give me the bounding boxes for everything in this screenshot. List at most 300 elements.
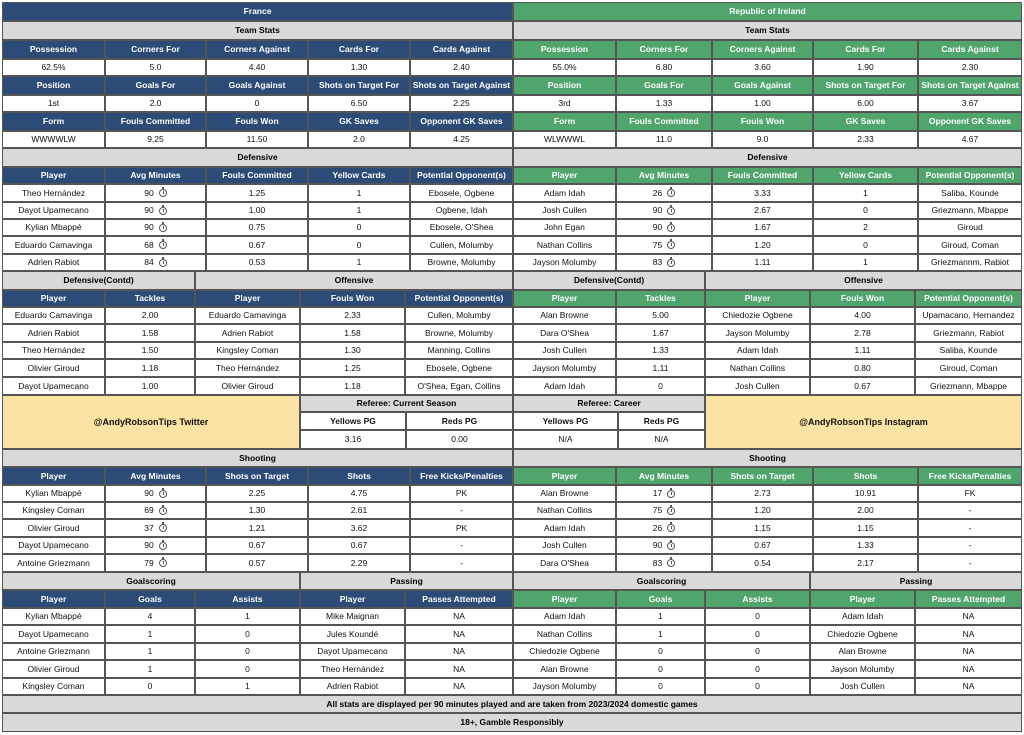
offensive-value: 0.80 bbox=[810, 359, 915, 377]
referee-season-title: Referee: Current Season bbox=[300, 395, 513, 412]
team-stat-header: Fouls Committed bbox=[616, 112, 712, 131]
defensive-value: 0 bbox=[813, 202, 918, 219]
shooting-value: 0.54 bbox=[712, 554, 813, 572]
avg-minutes-value: 75 bbox=[652, 239, 663, 250]
avg-minutes-value: 75 bbox=[652, 505, 663, 516]
defensive-value: 0 bbox=[308, 219, 410, 236]
passing-header: Player bbox=[300, 590, 405, 608]
offensive-header: Potential Opponent(s) bbox=[915, 290, 1022, 307]
shooting-value: 1.21 bbox=[206, 519, 308, 537]
player-name: Kylian Mbappé bbox=[2, 219, 105, 236]
defensive-value: Ebosele, O'Shea bbox=[410, 219, 513, 236]
referee-header: Reds PG bbox=[406, 412, 513, 430]
referee-header: Yellows PG bbox=[300, 412, 406, 430]
avg-minutes-cell bbox=[616, 236, 712, 254]
team-stat-value: 2.33 bbox=[813, 131, 918, 148]
shooting-value: 2.73 bbox=[712, 485, 813, 502]
tackles-value: 1.58 bbox=[105, 324, 195, 342]
offensive-value: 4.00 bbox=[810, 307, 915, 324]
offensive-value: 1.30 bbox=[300, 342, 405, 359]
defensive-header: Player bbox=[513, 167, 616, 184]
shooting-value: 1.20 bbox=[712, 502, 813, 519]
shooting-header: Shots on Target bbox=[206, 467, 308, 485]
avg-minutes-cell bbox=[105, 184, 206, 202]
player-name: Jules Koundé bbox=[300, 625, 405, 643]
team-stat-value: WWWWLW bbox=[2, 131, 105, 148]
defensive-header: Player bbox=[2, 167, 105, 184]
avg-minutes-cell bbox=[616, 219, 712, 236]
goalscoring-value: 1 bbox=[195, 608, 300, 625]
player-name: Jayson Molumby bbox=[513, 678, 616, 695]
player-name: Alan Browne bbox=[810, 643, 915, 660]
defensive-value: 1 bbox=[308, 254, 410, 271]
defensive-value: Ebosele, Ogbene bbox=[410, 184, 513, 202]
player-name: Theo Hernández bbox=[2, 342, 105, 359]
referee-value: 3.16 bbox=[300, 430, 406, 449]
team-stat-value: 1.00 bbox=[712, 95, 813, 112]
team-stat-value: 2.0 bbox=[105, 95, 206, 112]
avg-minutes-cell bbox=[616, 537, 712, 554]
team-stat-value: 3rd bbox=[513, 95, 616, 112]
team-stat-value: 6.80 bbox=[616, 59, 712, 76]
shooting-value: 3.62 bbox=[308, 519, 410, 537]
team-stat-header: Corners For bbox=[616, 40, 712, 59]
shooting-value: 1.15 bbox=[813, 519, 918, 537]
player-name: Jayson Molumby bbox=[513, 359, 616, 377]
team-stat-value: 2.25 bbox=[410, 95, 513, 112]
offensive-value: Griezmann, Rabiot bbox=[915, 324, 1022, 342]
avg-minutes-value: 79 bbox=[144, 557, 154, 568]
goalscoring-value: 1 bbox=[616, 625, 705, 643]
team-stat-header: Shots on Target For bbox=[813, 76, 918, 95]
player-name: Adrien Rabiot bbox=[2, 254, 105, 271]
shooting-value: - bbox=[410, 554, 513, 572]
player-name: Adam Idah bbox=[705, 342, 810, 359]
shooting-value: 2.25 bbox=[206, 485, 308, 502]
shooting-header: Shots on Target bbox=[712, 467, 813, 485]
offensive-value: Upamacano, Hernandez bbox=[915, 307, 1022, 324]
twitter-handle[interactable]: @AndyRobsonTips Twitter bbox=[2, 395, 300, 449]
passing-value: NA bbox=[405, 625, 513, 643]
team-stat-value: 4.40 bbox=[206, 59, 308, 76]
offensive-value: 0.67 bbox=[810, 377, 915, 395]
shooting-value: 2.17 bbox=[813, 554, 918, 572]
goalscoring-header: Goals bbox=[105, 590, 195, 608]
stopwatch-icon bbox=[667, 524, 675, 532]
player-name: Adrien Rabiot bbox=[300, 678, 405, 695]
offensive-value: 1.25 bbox=[300, 359, 405, 377]
stopwatch-icon bbox=[667, 224, 675, 232]
stopwatch-icon bbox=[159, 559, 167, 567]
player-name: Eduardo Camavinga bbox=[195, 307, 300, 324]
goalscoring-header: Player bbox=[513, 590, 616, 608]
player-name: Adrien Rabiot bbox=[2, 324, 105, 342]
avg-minutes-value: 90 bbox=[144, 488, 154, 499]
goalscoring-value: 0 bbox=[616, 643, 705, 660]
offensive-value: Cullen, Molumby bbox=[405, 307, 513, 324]
avg-minutes-cell bbox=[105, 502, 206, 519]
goalscoring-value: 0 bbox=[705, 678, 810, 695]
passing-title: Passing bbox=[300, 572, 513, 590]
avg-minutes-value: 83 bbox=[652, 257, 663, 268]
team-stat-value: 9.0 bbox=[712, 131, 813, 148]
goalscoring-value: 0 bbox=[105, 678, 195, 695]
team-stat-header: Fouls Committed bbox=[105, 112, 206, 131]
goalscoring-header: Assists bbox=[705, 590, 810, 608]
team-stat-header: Opponent GK Saves bbox=[918, 112, 1022, 131]
player-name: Nathan Collins bbox=[513, 625, 616, 643]
team-name-header: Republic of Ireland bbox=[513, 2, 1022, 21]
team-stat-header: Cards For bbox=[308, 40, 410, 59]
player-name: Chiedozie Ogbene bbox=[705, 307, 810, 324]
defensive-value: 1 bbox=[308, 202, 410, 219]
offensive-header: Fouls Won bbox=[810, 290, 915, 307]
shooting-value: 1.33 bbox=[813, 537, 918, 554]
shooting-value: 4.75 bbox=[308, 485, 410, 502]
offensive-value: 2.78 bbox=[810, 324, 915, 342]
defensive-value: 1.67 bbox=[712, 219, 813, 236]
defensive-value: 0.53 bbox=[206, 254, 308, 271]
team-stat-value: 3.67 bbox=[918, 95, 1022, 112]
defensive-value: Cullen, Molumby bbox=[410, 236, 513, 254]
team-stat-value: 1.90 bbox=[813, 59, 918, 76]
stopwatch-icon bbox=[159, 507, 167, 515]
player-name: Eduardo Camavinga bbox=[2, 307, 105, 324]
avg-minutes-cell bbox=[105, 254, 206, 271]
player-name: Adam Idah bbox=[513, 377, 616, 395]
stopwatch-icon bbox=[159, 524, 167, 532]
team-stat-value: 62.5% bbox=[2, 59, 105, 76]
team-stats-title: Team Stats bbox=[513, 21, 1022, 40]
goalscoring-value: 4 bbox=[105, 608, 195, 625]
team-stat-value: 2.0 bbox=[308, 131, 410, 148]
offensive-value: 1.58 bbox=[300, 324, 405, 342]
player-name: Josh Cullen bbox=[513, 202, 616, 219]
tackles-header: Player bbox=[2, 290, 105, 307]
shooting-value: - bbox=[410, 502, 513, 519]
goalscoring-title: Goalscoring bbox=[513, 572, 810, 590]
shooting-header: Shots bbox=[813, 467, 918, 485]
tackles-value: 2.00 bbox=[105, 307, 195, 324]
team-stat-header: Fouls Won bbox=[206, 112, 308, 131]
player-name: Olivier Giroud bbox=[195, 377, 300, 395]
shooting-header: Shots bbox=[308, 467, 410, 485]
goalscoring-header: Assists bbox=[195, 590, 300, 608]
shooting-value: FK bbox=[918, 485, 1022, 502]
team-stat-value: 11.0 bbox=[616, 131, 712, 148]
avg-minutes-cell bbox=[105, 554, 206, 572]
defensive-value: Griezmannm, Rabiot bbox=[918, 254, 1022, 271]
avg-minutes-value: 37 bbox=[144, 522, 154, 533]
defensive-header: Fouls Committed bbox=[712, 167, 813, 184]
team-stat-value: 3.60 bbox=[712, 59, 813, 76]
passing-value: NA bbox=[405, 643, 513, 660]
shooting-value: 0.67 bbox=[712, 537, 813, 554]
shooting-value: 1.15 bbox=[712, 519, 813, 537]
offensive-title: Offensive bbox=[195, 271, 513, 290]
player-name: Jayson Molumby bbox=[705, 324, 810, 342]
team-stat-value: 4.67 bbox=[918, 131, 1022, 148]
defensive-value: Giroud bbox=[918, 219, 1022, 236]
shooting-value: - bbox=[918, 537, 1022, 554]
defensive-header: Avg Minutes bbox=[105, 167, 206, 184]
team-stat-header: Position bbox=[513, 76, 616, 95]
goalscoring-value: 0 bbox=[616, 678, 705, 695]
avg-minutes-cell bbox=[616, 554, 712, 572]
defensive-value: 1.11 bbox=[712, 254, 813, 271]
defensive-value: 2 bbox=[813, 219, 918, 236]
team-stat-header: Corners Against bbox=[206, 40, 308, 59]
goalscoring-value: 0 bbox=[705, 608, 810, 625]
shooting-value: 0.57 bbox=[206, 554, 308, 572]
shooting-value: 2.29 bbox=[308, 554, 410, 572]
stopwatch-icon bbox=[159, 241, 167, 249]
player-name: Olivier Giroud bbox=[2, 519, 105, 537]
stopwatch-icon bbox=[667, 207, 675, 215]
player-name: Olivier Giroud bbox=[2, 660, 105, 678]
defensive-value: Giroud, Coman bbox=[918, 236, 1022, 254]
avg-minutes-value: 90 bbox=[652, 222, 663, 233]
offensive-value: Saliba, Kounde bbox=[915, 342, 1022, 359]
avg-minutes-value: 90 bbox=[652, 205, 663, 216]
shooting-value: 1.30 bbox=[206, 502, 308, 519]
player-name: Dayot Upamecano bbox=[2, 377, 105, 395]
goalscoring-value: 0 bbox=[705, 643, 810, 660]
shooting-header: Player bbox=[513, 467, 616, 485]
player-name: Josh Cullen bbox=[810, 678, 915, 695]
tackles-value: 1.18 bbox=[105, 359, 195, 377]
avg-minutes-value: 90 bbox=[144, 187, 154, 198]
shooting-value: 0.67 bbox=[206, 537, 308, 554]
team-stat-header: Form bbox=[2, 112, 105, 131]
defensive-header: Potential Opponent(s) bbox=[410, 167, 513, 184]
goalscoring-value: 0 bbox=[195, 643, 300, 660]
stopwatch-icon bbox=[159, 189, 167, 197]
instagram-handle[interactable]: @AndyRobsonTips Instagram bbox=[705, 395, 1022, 449]
shooting-title: Shooting bbox=[2, 449, 513, 467]
team-stat-value: 2.30 bbox=[918, 59, 1022, 76]
goalscoring-value: 1 bbox=[105, 660, 195, 678]
tackles-value: 1.33 bbox=[616, 342, 705, 359]
tackles-header: Player bbox=[513, 290, 616, 307]
defensive-value: 1 bbox=[308, 184, 410, 202]
player-name: Theo Hernández bbox=[300, 660, 405, 678]
player-name: Dayot Upamecano bbox=[300, 643, 405, 660]
team-stat-header: Goals Against bbox=[712, 76, 813, 95]
stopwatch-icon bbox=[159, 224, 167, 232]
team-stat-header: Possession bbox=[513, 40, 616, 59]
passing-title: Passing bbox=[810, 572, 1022, 590]
avg-minutes-cell bbox=[105, 236, 206, 254]
avg-minutes-cell bbox=[616, 485, 712, 502]
passing-header: Passes Attempted bbox=[405, 590, 513, 608]
offensive-value: Giroud, Coman bbox=[915, 359, 1022, 377]
passing-value: NA bbox=[915, 608, 1022, 625]
goalscoring-value: 1 bbox=[105, 625, 195, 643]
goalscoring-value: 1 bbox=[195, 678, 300, 695]
player-name: Adam Idah bbox=[513, 519, 616, 537]
team-stats-title: Team Stats bbox=[2, 21, 513, 40]
defensive-value: 1 bbox=[813, 184, 918, 202]
goalscoring-value: 0 bbox=[705, 660, 810, 678]
tackles-value: 5.00 bbox=[616, 307, 705, 324]
shooting-title: Shooting bbox=[513, 449, 1022, 467]
team-stat-value: 55.0% bbox=[513, 59, 616, 76]
goalscoring-title: Goalscoring bbox=[2, 572, 300, 590]
team-stat-value: 2.40 bbox=[410, 59, 513, 76]
offensive-header: Fouls Won bbox=[300, 290, 405, 307]
team-stat-value: 1.33 bbox=[616, 95, 712, 112]
team-stat-header: Goals Against bbox=[206, 76, 308, 95]
shooting-value: 2.00 bbox=[813, 502, 918, 519]
player-name: Chiedozie Ogbene bbox=[513, 643, 616, 660]
defensive-value: Saliba, Kounde bbox=[918, 184, 1022, 202]
shooting-value: - bbox=[918, 554, 1022, 572]
player-name: Nathan Collins bbox=[705, 359, 810, 377]
defensive-contd-title: Defensive(Contd) bbox=[2, 271, 195, 290]
player-name: John Egan bbox=[513, 219, 616, 236]
team-name-header: France bbox=[2, 2, 513, 21]
player-name: Alan Browne bbox=[513, 485, 616, 502]
player-name: Dayot Upamecano bbox=[2, 625, 105, 643]
defensive-header: Potential Opponent(s) bbox=[918, 167, 1022, 184]
tackles-value: 1.50 bbox=[105, 342, 195, 359]
team-stat-header: Form bbox=[513, 112, 616, 131]
player-name: Olivier Giroud bbox=[2, 359, 105, 377]
avg-minutes-cell bbox=[616, 184, 712, 202]
tackles-value: 1.00 bbox=[105, 377, 195, 395]
player-name: Nathan Collins bbox=[513, 502, 616, 519]
passing-value: NA bbox=[915, 625, 1022, 643]
passing-value: NA bbox=[915, 660, 1022, 678]
player-name: Antoine Griezmann bbox=[2, 554, 105, 572]
player-name: Jayson Molumby bbox=[513, 254, 616, 271]
avg-minutes-cell bbox=[616, 502, 712, 519]
offensive-header: Player bbox=[195, 290, 300, 307]
defensive-value: 1.20 bbox=[712, 236, 813, 254]
defensive-header: Yellow Cards bbox=[813, 167, 918, 184]
avg-minutes-value: 17 bbox=[652, 488, 663, 499]
passing-value: NA bbox=[405, 660, 513, 678]
shooting-value: 2.61 bbox=[308, 502, 410, 519]
team-stat-header: Position bbox=[2, 76, 105, 95]
team-stat-header: Cards For bbox=[813, 40, 918, 59]
defensive-value: 0 bbox=[308, 236, 410, 254]
avg-minutes-cell bbox=[616, 254, 712, 271]
referee-header: Yellows PG bbox=[513, 412, 618, 430]
team-stat-header: Corners Against bbox=[712, 40, 813, 59]
goalscoring-value: 0 bbox=[195, 625, 300, 643]
team-stat-header: Goals For bbox=[616, 76, 712, 95]
avg-minutes-cell bbox=[616, 202, 712, 219]
team-stat-header: Shots on Target For bbox=[308, 76, 410, 95]
player-name: Nathan Collins bbox=[513, 236, 616, 254]
footer-note: All stats are displayed per 90 minutes played and are taken from 2023/2024 domestic games bbox=[2, 695, 1022, 713]
team-stat-header: GK Saves bbox=[308, 112, 410, 131]
stopwatch-icon bbox=[159, 207, 167, 215]
player-name: Dara O'Shea bbox=[513, 554, 616, 572]
team-stat-value: 1st bbox=[2, 95, 105, 112]
shooting-value: - bbox=[410, 537, 513, 554]
avg-minutes-value: 90 bbox=[652, 540, 663, 551]
player-name: Josh Cullen bbox=[513, 537, 616, 554]
avg-minutes-cell bbox=[105, 202, 206, 219]
stopwatch-icon bbox=[667, 559, 675, 567]
offensive-value: O'Shea, Egan, Collins bbox=[405, 377, 513, 395]
shooting-value: PK bbox=[410, 485, 513, 502]
referee-value: N/A bbox=[618, 430, 705, 449]
avg-minutes-value: 90 bbox=[144, 222, 154, 233]
team-stat-header: Goals For bbox=[105, 76, 206, 95]
referee-career-title: Referee: Career bbox=[513, 395, 705, 412]
defensive-value: 1.25 bbox=[206, 184, 308, 202]
shooting-value: PK bbox=[410, 519, 513, 537]
referee-header: Reds PG bbox=[618, 412, 705, 430]
defensive-value: Ogbene, Idah bbox=[410, 202, 513, 219]
player-name: Dara O'Shea bbox=[513, 324, 616, 342]
player-name: Theo Hernández bbox=[2, 184, 105, 202]
offensive-title: Offensive bbox=[705, 271, 1022, 290]
shooting-value: 10.91 bbox=[813, 485, 918, 502]
player-name: Josh Cullen bbox=[705, 377, 810, 395]
team-stat-value: 9.25 bbox=[105, 131, 206, 148]
passing-value: NA bbox=[915, 678, 1022, 695]
player-name: Kingsley Coman bbox=[2, 502, 105, 519]
stopwatch-icon bbox=[667, 490, 675, 498]
player-name: Antoine Griezmann bbox=[2, 643, 105, 660]
defensive-header: Yellow Cards bbox=[308, 167, 410, 184]
defensive-title: Defensive bbox=[2, 148, 513, 167]
avg-minutes-cell bbox=[105, 519, 206, 537]
tackles-value: 1.67 bbox=[616, 324, 705, 342]
player-name: Kylian Mbappé bbox=[2, 485, 105, 502]
team-stat-value: 6.50 bbox=[308, 95, 410, 112]
defensive-value: Griezmann, Mbappe bbox=[918, 202, 1022, 219]
offensive-header: Player bbox=[705, 290, 810, 307]
avg-minutes-value: 83 bbox=[652, 557, 663, 568]
team-stat-value: 4.25 bbox=[410, 131, 513, 148]
defensive-value: 2.67 bbox=[712, 202, 813, 219]
passing-header: Passes Attempted bbox=[915, 590, 1022, 608]
avg-minutes-value: 90 bbox=[144, 540, 154, 551]
stopwatch-icon bbox=[159, 542, 167, 550]
player-name: Theo Hernández bbox=[195, 359, 300, 377]
goalscoring-header: Goals bbox=[616, 590, 705, 608]
stopwatch-icon bbox=[667, 189, 675, 197]
avg-minutes-cell bbox=[105, 537, 206, 554]
player-name: Kingsley Coman bbox=[195, 342, 300, 359]
offensive-header: Potential Opponent(s) bbox=[405, 290, 513, 307]
goalscoring-value: 0 bbox=[616, 660, 705, 678]
player-name: Alan Browne bbox=[513, 660, 616, 678]
player-name: Jayson Molumby bbox=[810, 660, 915, 678]
defensive-value: 1.00 bbox=[206, 202, 308, 219]
referee-value: N/A bbox=[513, 430, 618, 449]
footer-disclaimer: 18+, Gamble Responsibly bbox=[2, 713, 1022, 732]
shooting-value: - bbox=[918, 519, 1022, 537]
shooting-value: - bbox=[918, 502, 1022, 519]
team-stat-value: 6.00 bbox=[813, 95, 918, 112]
avg-minutes-value: 69 bbox=[144, 505, 154, 516]
shooting-header: Player bbox=[2, 467, 105, 485]
player-name: Josh Cullen bbox=[513, 342, 616, 359]
defensive-contd-title: Defensive(Contd) bbox=[513, 271, 705, 290]
player-name: Adrien Rabiot bbox=[195, 324, 300, 342]
team-stat-value: 5.0 bbox=[105, 59, 206, 76]
team-stat-header: GK Saves bbox=[813, 112, 918, 131]
team-stat-header: Fouls Won bbox=[712, 112, 813, 131]
offensive-value: 2.33 bbox=[300, 307, 405, 324]
